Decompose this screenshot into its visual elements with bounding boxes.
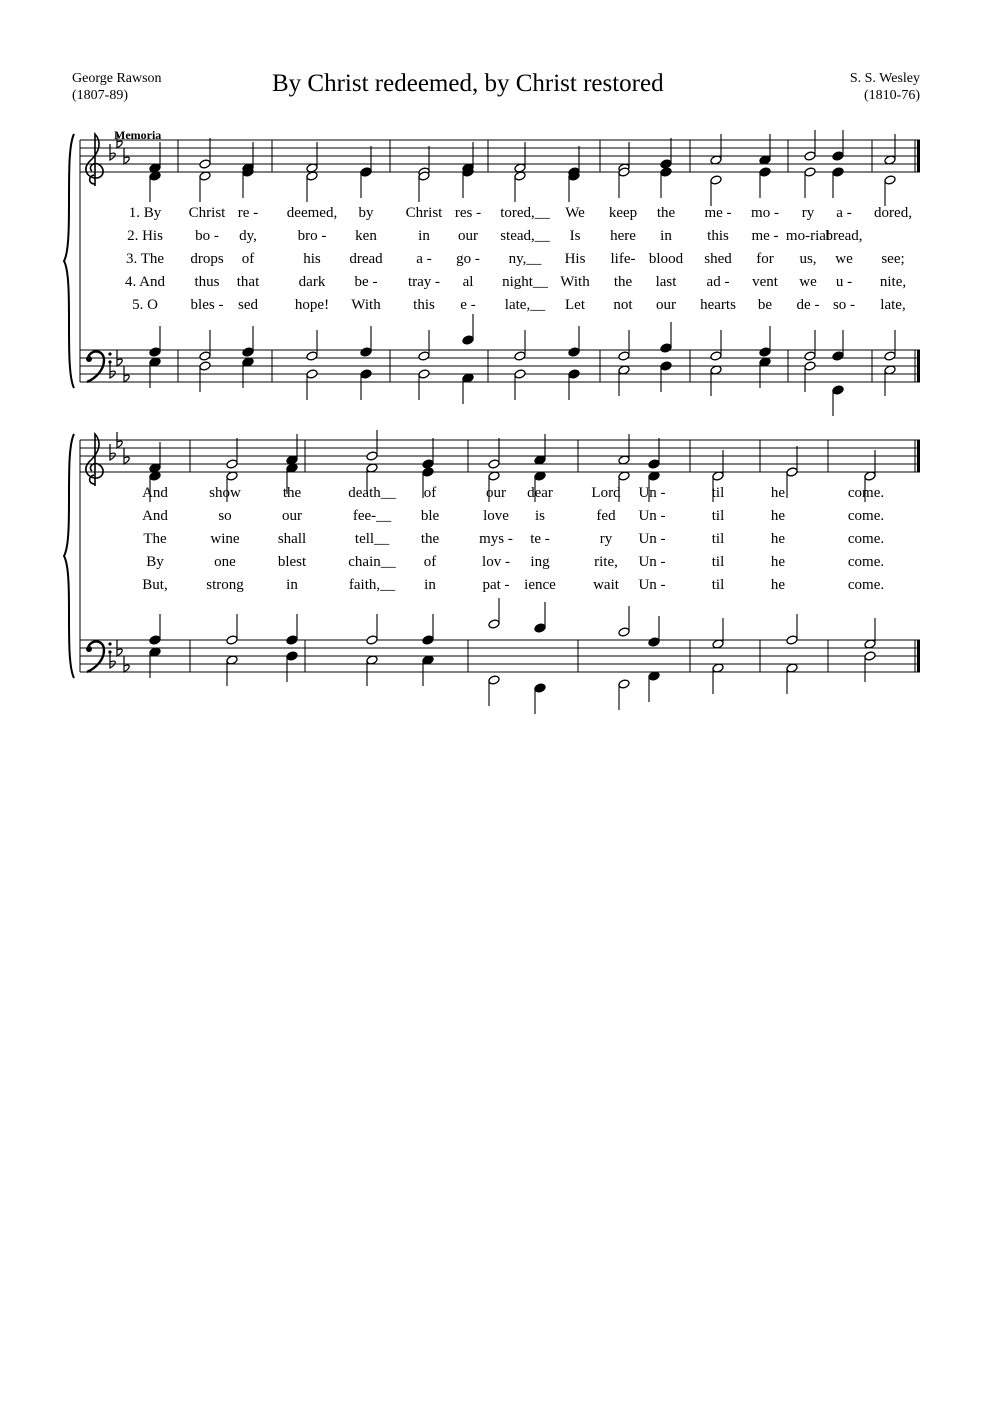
system2-lyric-verse-3: te - — [530, 531, 550, 547]
system1-lyric-verse-5: our — [656, 297, 676, 313]
system2-lyric-verse-2: fed — [596, 508, 616, 524]
system1-lyric-verse-3: of — [241, 251, 255, 267]
system1-lyric-verse-1: Christ — [188, 205, 226, 221]
soprano-note — [488, 459, 500, 469]
system1-lyric-verse-4: night__ — [502, 274, 548, 290]
system1-lyric-verse-2: bread, — [825, 228, 863, 244]
system2-lyric-verse-5: wait — [593, 577, 619, 593]
tenor-note — [804, 351, 816, 361]
system1-lyric-verse-2: here — [610, 228, 636, 244]
system2-lyric-verse-2: come. — [847, 508, 885, 524]
tenor-note — [366, 635, 378, 645]
system1-lyric-verse-2: ken — [355, 228, 377, 244]
system1-lyric-verse-4: With — [560, 274, 590, 290]
system1-lyric-verse-2: 2. His — [127, 228, 163, 244]
system1-lyric-verse-5: so - — [832, 297, 856, 313]
system1-lyric-verse-1: dored, — [874, 205, 912, 221]
system1-lyric-verse-1: 1. By — [128, 205, 162, 221]
system2-lyric-verse-2: fee-__ — [352, 508, 392, 524]
tenor-note — [786, 635, 798, 645]
alto-note — [786, 467, 798, 477]
system2-lyric-verse-5: in — [424, 577, 436, 593]
system1-lyric-verse-4: nite, — [879, 274, 907, 290]
system1-lyric-verse-4: tray - — [407, 274, 441, 290]
system2-lyric-verse-3: shall — [277, 531, 307, 547]
soprano-note — [660, 159, 672, 169]
system1-lyric-verse-3: us, — [799, 251, 817, 267]
system1-lyric-verse-2: bro - — [297, 228, 327, 244]
system2-lyric-verse-4: til — [711, 554, 725, 570]
system1-lyric-verse-1: We — [565, 205, 585, 221]
system2-lyric-verse-4: chain__ — [348, 554, 396, 570]
bass-note — [199, 361, 211, 371]
system1-lyric-verse-2: in — [660, 228, 672, 244]
flat-icon — [110, 362, 115, 378]
tenor-note — [832, 351, 844, 361]
system1-lyric-verse-5: Let — [565, 297, 585, 313]
system1-lyric-verse-5: hearts — [700, 297, 736, 313]
system2-lyric-verse-2: ble — [420, 508, 440, 524]
system2-lyric-verse-4: By — [146, 554, 164, 570]
system2-lyric-verse-3: mys - — [479, 531, 513, 547]
system1-lyric-verse-4: dark — [298, 274, 326, 290]
soprano-note — [199, 159, 211, 169]
system1-lyric-verse-3: ny,__ — [508, 251, 542, 267]
tenor-note — [488, 619, 500, 629]
soprano-note — [804, 151, 816, 161]
bass-clef-dot — [86, 646, 92, 652]
system1-lyric-verse-5: sed — [238, 297, 258, 313]
system1-lyric-verse-3: a - — [416, 251, 432, 267]
bass-note — [804, 361, 816, 371]
system2-lyric-verse-4: one — [214, 554, 236, 570]
system1-lyric-verse-5: not — [613, 297, 633, 313]
system-brace — [64, 434, 74, 678]
system1-lyric-verse-5: this — [413, 297, 435, 313]
system2-lyric-verse-3: come. — [847, 531, 885, 547]
system2-lyric-verse-1: come. — [847, 485, 885, 501]
alto-note — [422, 467, 434, 477]
tenor-note — [286, 635, 298, 645]
bass-note — [568, 369, 580, 379]
alto-note — [360, 167, 372, 177]
tenor-note — [618, 351, 630, 361]
system1-lyric-verse-1: me - — [704, 205, 732, 221]
system1-lyric-verse-5: bles - — [190, 297, 224, 313]
system1-lyric-verse-1: mo - — [751, 205, 779, 221]
system2-lyric-verse-3: til — [711, 531, 725, 547]
system1-lyric-verse-2: stead,__ — [500, 228, 550, 244]
alto-note — [832, 167, 844, 177]
bass-note — [514, 369, 526, 379]
system1-lyric-verse-1: a - — [836, 205, 852, 221]
treble-clef-icon — [86, 434, 103, 486]
tenor-note — [360, 347, 372, 357]
system2-lyric-verse-5: he — [770, 577, 786, 593]
soprano-note — [832, 151, 844, 161]
tenor-note — [462, 335, 474, 345]
system1-lyric-verse-4: that — [236, 274, 260, 290]
poet-dates: (1807-89) — [72, 88, 128, 103]
system2-lyric-verse-2: so — [218, 508, 232, 524]
system1-lyric-verse-5: de - — [796, 297, 820, 313]
system1-lyric-verse-5: be — [757, 297, 773, 313]
system2-lyric-verse-2: til — [711, 508, 725, 524]
system1-lyric-verse-1: res - — [454, 205, 482, 221]
system2-lyric-verse-1: dear — [527, 485, 553, 501]
system1-lyric-verse-3: see; — [881, 251, 905, 267]
tenor-note — [418, 351, 430, 361]
tenor-note — [226, 635, 238, 645]
system1-lyric-verse-3: we — [835, 251, 853, 267]
system2-lyric-verse-1: our — [486, 485, 506, 501]
tenor-note — [648, 637, 660, 647]
soprano-note — [226, 459, 238, 469]
bass-note — [534, 683, 546, 693]
system2-lyric-verse-2: is — [534, 508, 546, 524]
tenor-note — [884, 351, 896, 361]
bass-note — [660, 361, 672, 371]
tenor-note — [568, 347, 580, 357]
system2-lyric-verse-3: The — [143, 531, 167, 547]
bass-note — [832, 385, 844, 395]
system1-lyric-verse-2: our — [458, 228, 478, 244]
alto-note — [660, 167, 672, 177]
system2-lyric-verse-1: death__ — [348, 485, 396, 501]
system2-lyric-verse-5: in — [286, 577, 298, 593]
final-barline-thick — [917, 440, 920, 472]
system2-lyric-verse-4: rite, — [594, 554, 618, 570]
system2-lyric-verse-4: lov - — [482, 554, 510, 570]
system2-lyric-verse-3: ry — [599, 531, 613, 547]
system2-lyric-verse-2: our — [282, 508, 302, 524]
bass-note — [618, 679, 630, 689]
final-barline-thick — [917, 140, 920, 172]
system2-lyric-verse-3: tell__ — [354, 531, 390, 547]
system1-lyric-verse-3: blood — [648, 251, 684, 267]
composer-dates: (1810-76) — [864, 88, 920, 103]
system1-lyric-verse-4: we — [799, 274, 817, 290]
tenor-note — [660, 343, 672, 353]
system-brace — [64, 134, 74, 388]
system2-lyric-verse-1: Un - — [638, 485, 666, 501]
system1-lyric-verse-4: last — [655, 274, 677, 290]
system2-lyric-verse-5: ience — [524, 577, 556, 593]
system2-lyric-verse-4: of — [423, 554, 437, 570]
system1-lyric-verse-1: the — [656, 205, 676, 221]
system1-lyric-verse-4: thus — [194, 274, 220, 290]
system1-lyric-verse-2: bo - — [195, 228, 219, 244]
system2-lyric-verse-1: of — [423, 485, 437, 501]
score-system-1 — [64, 130, 920, 416]
system1-lyric-verse-5: With — [351, 297, 381, 313]
system1-lyric-verse-1: deemed, — [286, 205, 338, 221]
system1-lyric-verse-5: 5. O — [132, 297, 158, 313]
system1-lyric-verse-1: by — [358, 205, 374, 221]
system1-lyric-verse-3: drops — [190, 251, 224, 267]
system1-lyric-verse-1: keep — [608, 205, 638, 221]
system2-lyric-verse-3: he — [770, 531, 786, 547]
system1-lyric-verse-1: Christ — [405, 205, 443, 221]
system1-lyric-verse-2: this — [707, 228, 729, 244]
final-barline-thick — [917, 350, 920, 382]
system2-lyric-verse-5: faith,__ — [348, 577, 396, 593]
system1-lyric-verse-3: His — [564, 251, 586, 267]
system1-lyric-verse-3: his — [303, 251, 321, 267]
system1-lyric-verse-4: the — [613, 274, 633, 290]
system2-lyric-verse-2: Un - — [638, 508, 666, 524]
system2-lyric-verse-4: Un - — [638, 554, 666, 570]
system1-lyric-verse-3: go - — [456, 251, 480, 267]
system1-lyric-verse-1: re - — [237, 205, 259, 221]
system1-lyric-verse-3: dread — [349, 251, 383, 267]
tenor-note — [199, 351, 211, 361]
alto-note — [884, 175, 896, 185]
system2-lyric-verse-1: Lord — [591, 485, 621, 501]
system2-lyric-verse-1: he — [770, 485, 786, 501]
alto-note — [804, 167, 816, 177]
system2-lyric-verse-2: love — [483, 508, 509, 524]
bass-note — [306, 369, 318, 379]
tenor-note — [149, 635, 161, 645]
system1-lyric-verse-5: late, — [880, 297, 906, 313]
tenor-note — [618, 627, 630, 637]
system1-lyric-verse-2: dy, — [239, 228, 257, 244]
system1-lyric-verse-2: in — [418, 228, 430, 244]
system1-lyric-verse-2: mo-rial — [785, 228, 831, 244]
final-barline-thick — [917, 640, 920, 672]
flat-icon — [110, 144, 115, 160]
tenor-note — [514, 351, 526, 361]
composer-name: S. S. Wesley — [849, 71, 920, 86]
system1-lyric-verse-4: be - — [354, 274, 378, 290]
soprano-note — [648, 459, 660, 469]
tenor-note — [710, 351, 722, 361]
system1-lyric-verse-3: 3. The — [125, 251, 165, 267]
bass-note — [488, 675, 500, 685]
flat-icon — [110, 444, 115, 460]
system2-lyric-verse-2: And — [142, 508, 168, 524]
bass-note — [360, 369, 372, 379]
system2-lyric-verse-5: til — [711, 577, 725, 593]
tenor-note — [534, 623, 546, 633]
soprano-note — [422, 459, 434, 469]
system2-lyric-verse-1: til — [711, 485, 725, 501]
system2-lyric-verse-3: wine — [210, 531, 240, 547]
system1-lyric-verse-4: 4. And — [124, 274, 166, 290]
system2-lyric-verse-4: come. — [847, 554, 885, 570]
system2-lyric-verse-5: come. — [847, 577, 885, 593]
system1-lyric-verse-5: hope! — [294, 297, 330, 313]
system2-lyric-verse-3: the — [420, 531, 440, 547]
tenor-note — [422, 635, 434, 645]
tenor-note — [149, 347, 161, 357]
soprano-note — [366, 451, 378, 461]
system1-lyric-verse-4: ad - — [706, 274, 730, 290]
alto-note — [759, 167, 771, 177]
system2-lyric-verse-2: he — [770, 508, 786, 524]
system2-lyric-verse-5: pat - — [482, 577, 510, 593]
system1-lyric-verse-3: for — [756, 251, 774, 267]
system1-lyric-verse-5: late,__ — [504, 297, 546, 313]
bass-note — [286, 651, 298, 661]
system1-lyric-verse-3: shed — [704, 251, 732, 267]
system1-lyric-verse-3: life- — [610, 251, 636, 267]
system1-lyric-verse-4: vent — [752, 274, 778, 290]
tune-name: Memoria — [114, 128, 162, 142]
system2-lyric-verse-5: But, — [142, 577, 168, 593]
system2-lyric-verse-1: show — [209, 485, 241, 501]
bass-note — [418, 369, 430, 379]
poet-name: George Rawson — [72, 71, 162, 86]
system1-lyric-verse-4: u - — [835, 274, 853, 290]
system1-lyric-verse-5: e - — [460, 297, 476, 313]
system2-lyric-verse-4: blest — [277, 554, 307, 570]
system1-lyric-verse-2: me - — [751, 228, 779, 244]
system2-lyric-verse-1: the — [282, 485, 302, 501]
system1-lyric-verse-1: tored,__ — [500, 205, 550, 221]
bass-clef-dot — [108, 642, 111, 645]
tenor-note — [242, 347, 254, 357]
system1-lyric-verse-2: Is — [569, 228, 581, 244]
system1-lyric-verse-1: ry — [801, 205, 815, 221]
hymn-title: By Christ redeemed, by Christ restored — [272, 70, 664, 97]
system2-lyric-verse-5: Un - — [638, 577, 666, 593]
tenor-note — [759, 347, 771, 357]
treble-clef-icon — [86, 134, 103, 186]
bass-clef-dot — [86, 356, 92, 362]
flat-icon — [110, 652, 115, 668]
system2-lyric-verse-5: strong — [206, 577, 244, 593]
system1-lyric-verse-4: al — [462, 274, 474, 290]
bass-note — [864, 651, 876, 661]
system2-lyric-verse-1: And — [142, 485, 168, 501]
system2-lyric-verse-3: Un - — [638, 531, 666, 547]
bass-clef-dot — [108, 352, 111, 355]
score-system-2 — [64, 430, 920, 714]
tenor-note — [306, 351, 318, 361]
alto-note — [710, 175, 722, 185]
system2-lyric-verse-4: ing — [530, 554, 550, 570]
system2-lyric-verse-4: he — [770, 554, 786, 570]
